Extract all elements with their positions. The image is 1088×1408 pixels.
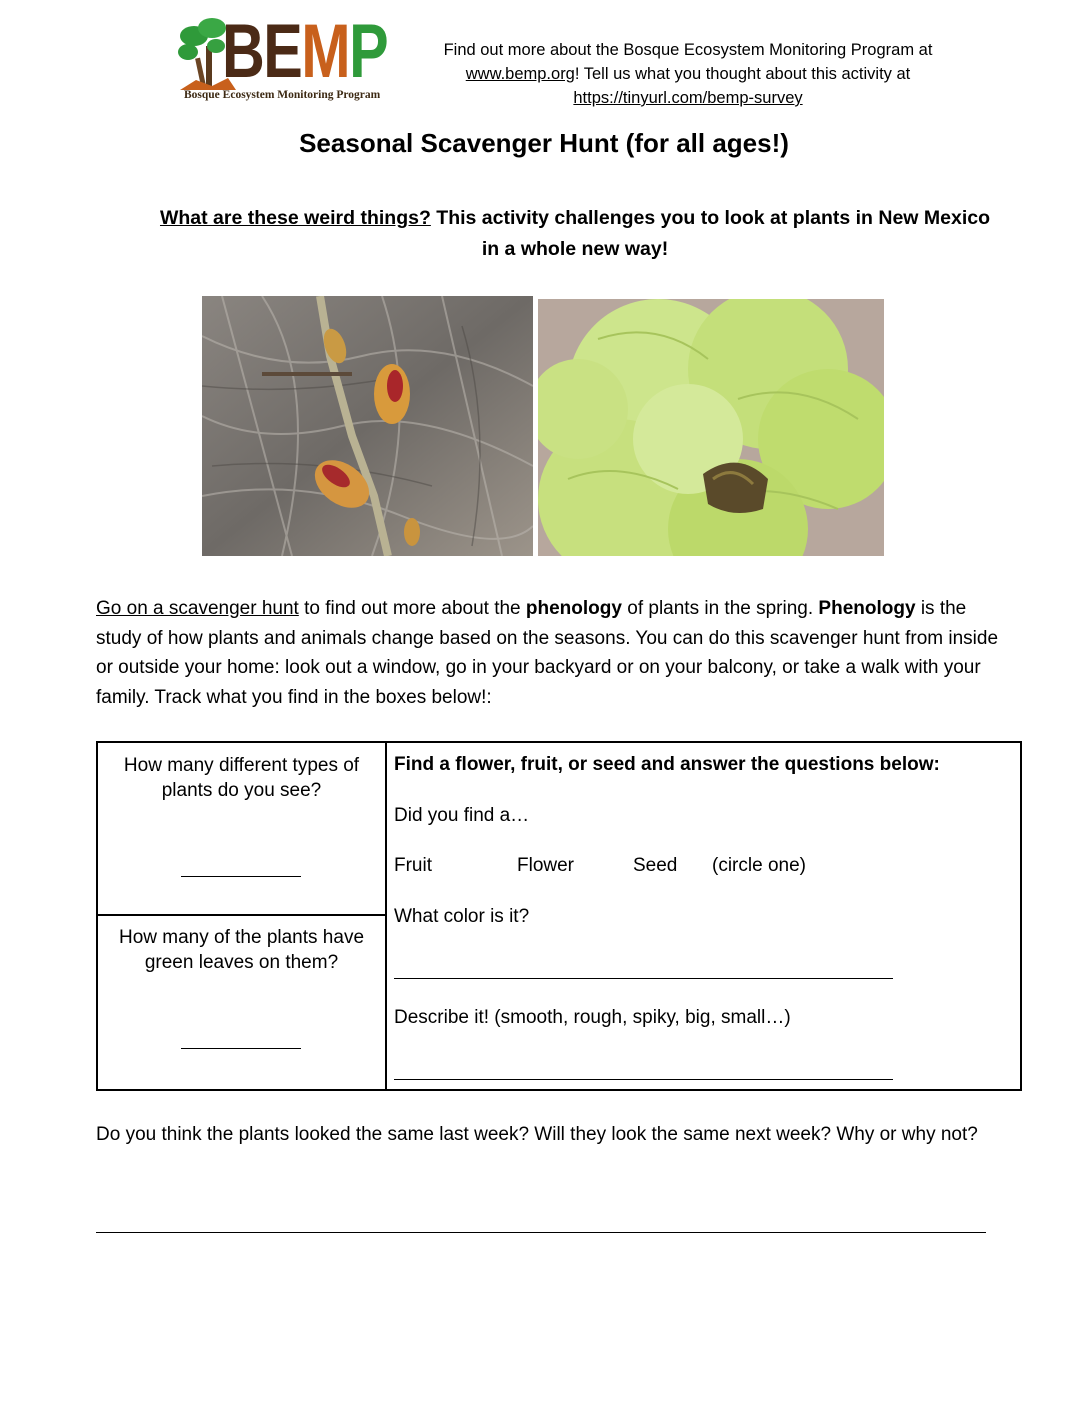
logo-letter-m: M [301,9,350,94]
logo-letter-b: B [222,9,264,94]
seed-photo [538,299,884,556]
describe-question: Describe it! (smooth, rough, spiky, big, small…) [394,1007,791,1028]
did-you-find-text: Did you find a… [394,805,530,826]
survey-link[interactable]: https://tinyurl.com/bemp-survey [573,89,803,107]
closing-question: Do you think the plants looked the same last week? Will they look the same next week? Why or why not? [96,1124,978,1145]
scavenger-hunt-link: Go on a scavenger hunt [96,598,299,619]
scavenger-hunt-table [96,741,1022,1091]
phenology-bold-2: Phenology [818,598,916,619]
circle-one-note: (circle one) [712,855,806,876]
bemp-logo [176,9,388,106]
table-divider-horizontal [98,914,385,916]
plant-types-answer-blank[interactable] [181,876,301,877]
intro-rest: This activity challenges you to look at plants in New Mexico in a whole new way! [430,207,991,260]
body-text-3: is the study of how plants and animals change based on the seasons. You can do this scavenger hunt from inside or outside your home: look out a window, go in your backyard or on your balcony, or take a walk with your family. Track what you find in the boxes below!: [96,598,999,708]
logo-letter-p: P [349,9,388,94]
page-title: Seasonal Scavenger Hunt (for all ages!) [299,128,789,158]
bemp-website-link[interactable]: www.bemp.org [465,65,575,83]
header-info [400,38,976,110]
body-paragraph [96,594,1001,712]
intro-question: What are these weird things? [159,207,431,229]
header-line1: Find out more about the Bosque Ecosystem Monitoring Program at [443,41,933,59]
intro-text [150,203,1000,265]
describe-answer-blank[interactable] [394,1079,893,1080]
body-text-2: of plants in the spring. [621,598,819,619]
color-answer-blank[interactable] [394,978,893,979]
color-question: What color is it? [394,906,530,927]
green-leaves-question: How many of the plants have green leaves on them? [118,927,365,973]
right-cell-heading: Find a flower, fruit, or seed and answer the questions below: [394,754,940,775]
body-text-1: to find out more about the [298,598,526,619]
header-line2: ! Tell us what you thought about this activity at [574,65,911,83]
logo-letters [222,9,388,94]
option-seed[interactable]: Seed [633,855,678,876]
table-divider-vertical [385,743,387,1089]
logo-caption: Bosque Ecosystem Monitoring Program [184,89,381,101]
closing-answer-blank[interactable] [96,1232,986,1233]
option-fruit[interactable]: Fruit [394,855,432,876]
logo-letter-e: E [263,9,302,94]
green-leaves-answer-blank[interactable] [181,1048,301,1049]
option-flower[interactable]: Flower [517,855,575,876]
bud-photo [202,296,533,556]
phenology-bold-1: phenology [525,598,622,619]
plant-types-question: How many different types of plants do you see? [123,755,360,801]
